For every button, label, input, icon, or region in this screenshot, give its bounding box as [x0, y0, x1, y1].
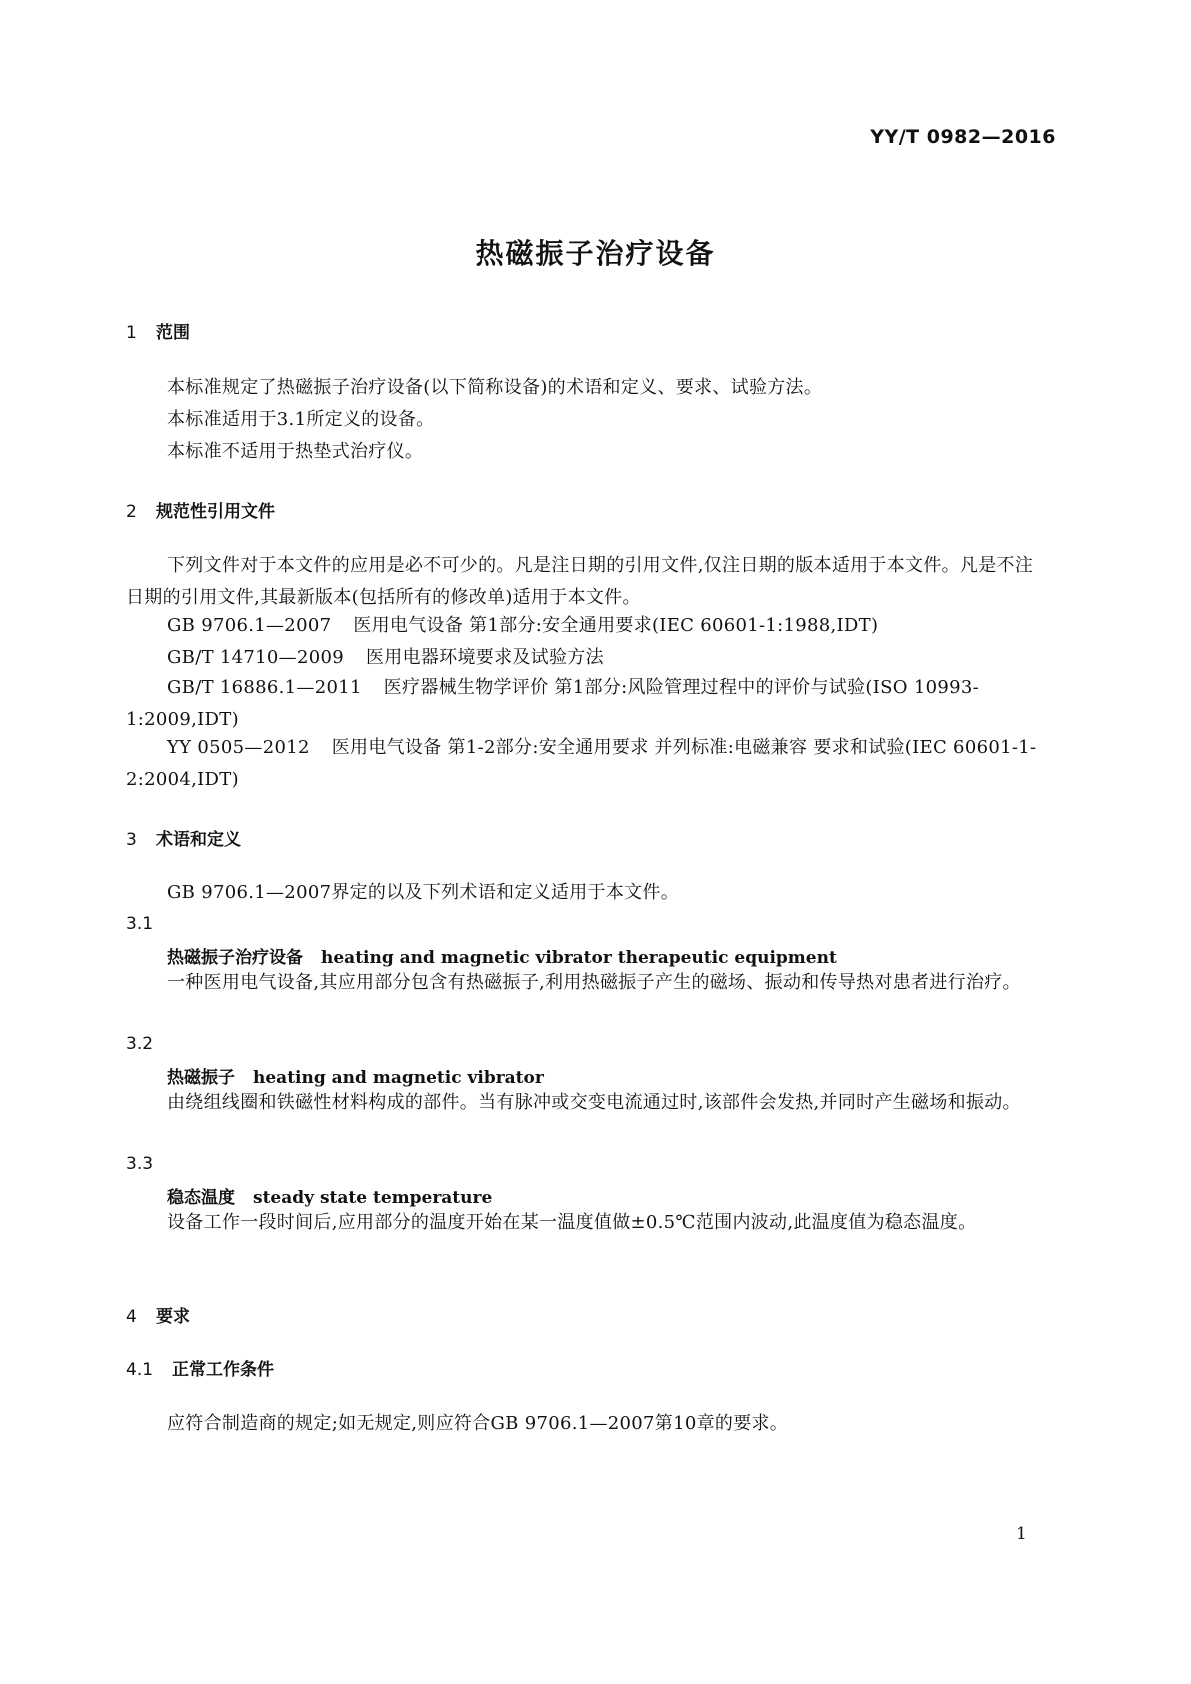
term-definition: 一种医用电气设备,其应用部分包含有热磁振子,利用热磁振子产生的磁场、振动和传导热对患者进行治疗。 [167, 972, 1021, 993]
term-definition: 设备工作一段时间后,应用部分的温度开始在某一温度值做±0.5℃范围内波动,此温度值为稳态温度。 [167, 1212, 977, 1233]
term-heading [167, 943, 837, 968]
section-1-heading [126, 318, 190, 343]
term-zh: 稳态温度 [167, 1188, 235, 1208]
reference-title: 医用电气设备 第1部分:安全通用要求(IEC 60601-1:1988,IDT) [353, 615, 879, 636]
section-4-heading [126, 1302, 190, 1327]
section-title: 要求 [156, 1307, 190, 1327]
term-number: 3.1 [126, 914, 154, 934]
normative-reference [126, 732, 1046, 796]
term-zh: 热磁振子 [167, 1068, 235, 1088]
reference-code: GB 9706.1—2007 [167, 615, 332, 636]
term-heading [167, 1183, 492, 1208]
paragraph: 应符合制造商的规定;如无规定,则应符合GB 9706.1—2007第10章的要求。 [167, 1413, 789, 1434]
section-title: 规范性引用文件 [156, 502, 275, 522]
reference-title: 医用电气设备 第1-2部分:安全通用要求 并列标准:电磁兼容 要求和试验(IEC 60601-1-2:2004,IDT) [126, 737, 1037, 790]
term-en: heating and magnetic vibrator therapeutic equipment [321, 948, 837, 968]
paragraph: 本标准规定了热磁振子治疗设备(以下简称设备)的术语和定义、要求、试验方法。 [167, 377, 823, 398]
paragraph: GB 9706.1—2007界定的以及下列术语和定义适用于本文件。 [167, 882, 680, 903]
term-number: 3.3 [126, 1154, 154, 1174]
document-title: 热磁振子治疗设备 [475, 237, 716, 270]
section-number: 4 [126, 1307, 137, 1327]
reference-code: GB/T 14710—2009 [167, 647, 344, 668]
section-title: 术语和定义 [156, 830, 241, 850]
section-number: 3 [126, 830, 137, 850]
reference-code: YY 0505—2012 [167, 737, 310, 758]
reference-code: GB/T 16886.1—2011 [167, 677, 362, 698]
normative-reference [126, 672, 1046, 736]
subsection-4-1-heading [126, 1355, 274, 1380]
term-en: heating and magnetic vibrator [253, 1068, 544, 1088]
reference-title: 医用电器环境要求及试验方法 [365, 647, 604, 668]
term-number: 3.2 [126, 1034, 154, 1054]
standard-number: YY/T 0982—2016 [870, 126, 1056, 148]
paragraph: 本标准不适用于热垫式治疗仪。 [167, 441, 424, 462]
subsection-number: 4.1 [126, 1360, 154, 1380]
section-2-heading [126, 497, 275, 522]
term-en: steady state temperature [253, 1188, 493, 1208]
reference-title: 医疗器械生物学评价 第1部分:风险管理过程中的评价与试验(ISO 10993-1:2009,IDT) [126, 677, 979, 730]
paragraph: 本标准适用于3.1所定义的设备。 [167, 409, 435, 430]
section-3-heading [126, 825, 241, 850]
normative-reference [167, 610, 878, 642]
paragraph: 下列文件对于本文件的应用是必不可少的。凡是注日期的引用文件,仅注日期的版本适用于本文件。凡是不注日期的引用文件,其最新版本(包括所有的修改单)适用于本文件。 [126, 555, 1034, 608]
normative-reference [167, 642, 604, 674]
section-title: 范围 [156, 323, 190, 343]
subsection-title: 正常工作条件 [172, 1360, 274, 1380]
term-definition: 由绕组线圈和铁磁性材料构成的部件。当有脉冲或交变电流通过时,该部件会发热,并同时产生磁场和振动。 [167, 1092, 1021, 1113]
section-number: 1 [126, 323, 137, 343]
term-zh: 热磁振子治疗设备 [167, 948, 303, 968]
page-number: 1 [1016, 1524, 1027, 1544]
term-heading [167, 1063, 544, 1088]
section-number: 2 [126, 502, 137, 522]
